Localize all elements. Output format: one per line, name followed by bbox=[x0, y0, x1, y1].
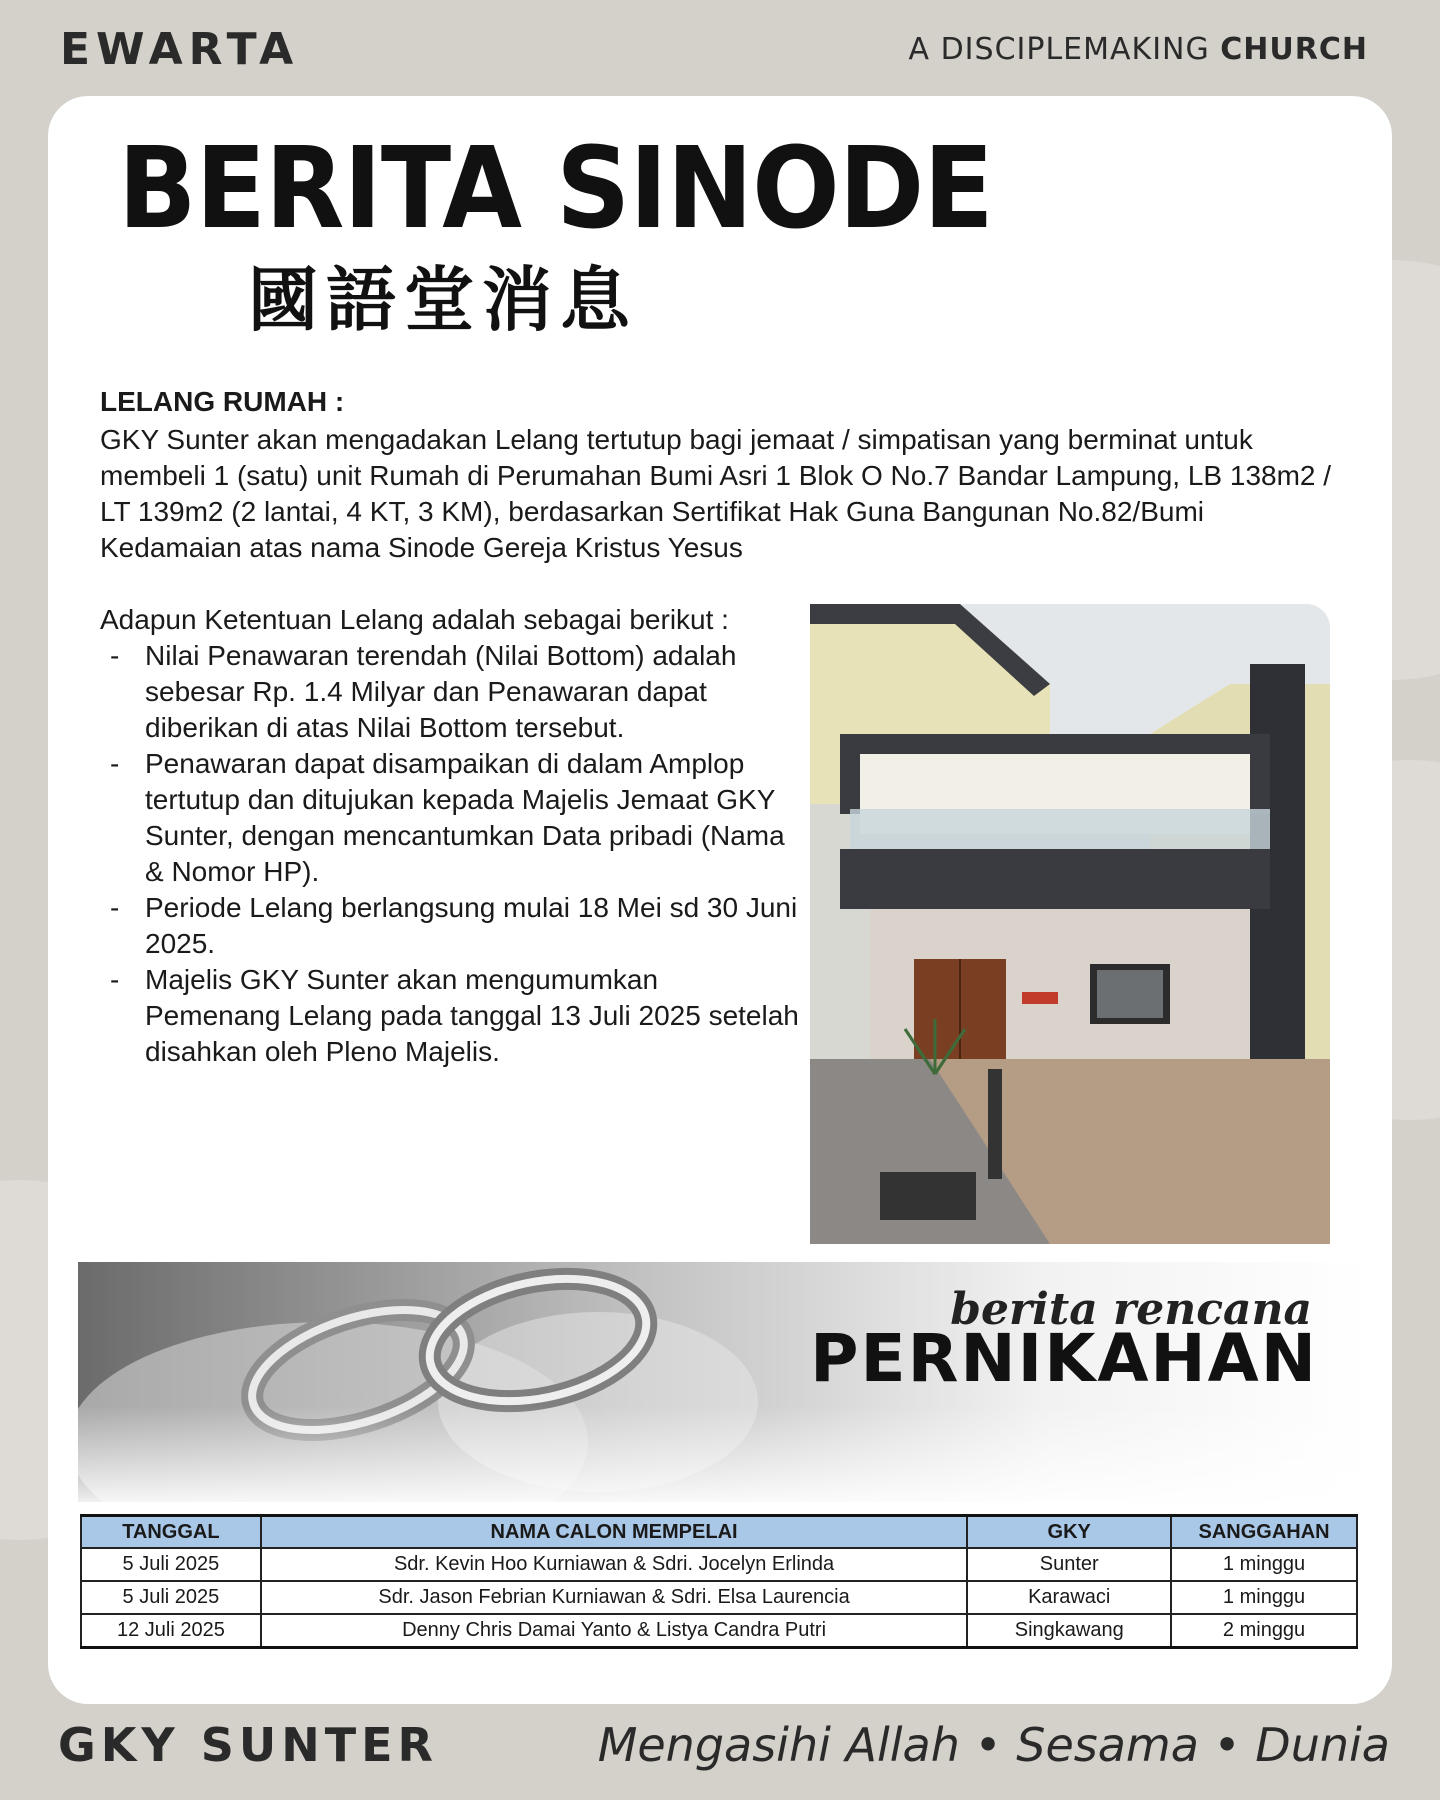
page-title: BERITA SINODE bbox=[118, 124, 993, 254]
bullet-dash: - bbox=[110, 892, 120, 923]
cell-objection: 1 minggu bbox=[1171, 1581, 1357, 1614]
table-row bbox=[81, 1614, 1357, 1648]
column-header-names: NAMA CALON MEMPELAI bbox=[261, 1516, 968, 1549]
banner-subtitle: berita rencana bbox=[950, 1284, 1312, 1335]
brand-name: EWARTA bbox=[60, 24, 300, 75]
house-photo bbox=[810, 604, 1330, 1244]
cell-gky: Singkawang bbox=[967, 1614, 1171, 1648]
cell-gky: Karawaci bbox=[967, 1581, 1171, 1614]
cell-date: 5 Juli 2025 bbox=[81, 1548, 261, 1581]
term-text: Periode Lelang berlangsung mulai 18 Mei sd 30 Juni 2025. bbox=[145, 892, 798, 959]
cell-gky: Sunter bbox=[967, 1548, 1171, 1581]
cell-names: Sdr. Kevin Hoo Kurniawan & Sdri. Jocelyn Erlinda bbox=[261, 1548, 968, 1581]
term-text: Penawaran dapat disampaikan di dalam Amplop tertutup dan ditujukan kepada Majelis Jemaat GKY Sunter, dengan mencantumkan Data pribadi (Nama & Nomor HP). bbox=[145, 748, 785, 887]
column-header-date: TANGGAL bbox=[81, 1516, 261, 1549]
table-row bbox=[81, 1548, 1357, 1581]
wedding-banner bbox=[78, 1262, 1368, 1502]
cell-date: 5 Juli 2025 bbox=[81, 1581, 261, 1614]
footer-motto: Mengasihi Allah • Sesama • Dunia bbox=[597, 1718, 1390, 1772]
cell-objection: 1 minggu bbox=[1171, 1548, 1357, 1581]
lelang-heading: LELANG RUMAH : bbox=[100, 386, 345, 417]
bullet-dash: - bbox=[110, 748, 120, 779]
top-bar bbox=[0, 0, 1440, 96]
terms-intro: Adapun Ketentuan Lelang adalah sebagai berikut : bbox=[100, 604, 729, 635]
term-text: Nilai Penawaran terendah (Nilai Bottom) adalah sebesar Rp. 1.4 Milyar dan Penawaran dapat diberikan di atas Nilai Bottom tersebut. bbox=[145, 640, 737, 743]
cell-date: 12 Juli 2025 bbox=[81, 1614, 261, 1648]
cell-objection: 2 minggu bbox=[1171, 1614, 1357, 1648]
tagline-bold: CHURCH bbox=[1220, 32, 1368, 67]
term-item bbox=[100, 962, 800, 1070]
banner-title: PERNIKAHAN bbox=[810, 1320, 1318, 1397]
page-title-chinese: 國語堂消息 bbox=[248, 258, 638, 341]
cell-names: Sdr. Jason Febrian Kurniawan & Sdri. Elsa Laurencia bbox=[261, 1581, 968, 1614]
tagline bbox=[909, 32, 1368, 67]
column-header-objection: SANGGAHAN bbox=[1171, 1516, 1357, 1549]
term-item bbox=[100, 746, 800, 890]
bullet-dash: - bbox=[110, 640, 120, 671]
term-text: Majelis GKY Sunter akan mengumumkan Pemenang Lelang pada tanggal 13 Juli 2025 setelah disahkan oleh Pleno Majelis. bbox=[145, 964, 799, 1067]
terms-list bbox=[100, 638, 800, 1070]
wedding-table bbox=[80, 1514, 1358, 1649]
auction-terms bbox=[100, 602, 800, 1070]
bullet-dash: - bbox=[110, 964, 120, 995]
content-card bbox=[48, 96, 1392, 1704]
term-item bbox=[100, 638, 800, 746]
tagline-regular: A DISCIPLEMAKING bbox=[908, 32, 1221, 67]
column-header-gky: GKY bbox=[967, 1516, 1171, 1549]
table-header-row bbox=[81, 1516, 1357, 1549]
footer-church-name: GKY SUNTER bbox=[58, 1718, 438, 1772]
lelang-description: GKY Sunter akan mengadakan Lelang tertutup bagi jemaat / simpatisan yang berminat untuk membeli 1 (satu) unit Rumah di Perumahan Bumi Asri 1 Blok O No.7 Bandar Lampung, LB 138m2 / LT 139m2 (2 lantai, 4 KT, 3 KM), berdasarkan Sertifikat Hak Guna Bangunan No.82/Bumi Kedamaian atas nama Sinode Gereja Kristus Yesus bbox=[100, 424, 1332, 563]
table-row bbox=[81, 1581, 1357, 1614]
term-item bbox=[100, 890, 800, 962]
cell-names: Denny Chris Damai Yanto & Listya Candra Putri bbox=[261, 1614, 968, 1648]
